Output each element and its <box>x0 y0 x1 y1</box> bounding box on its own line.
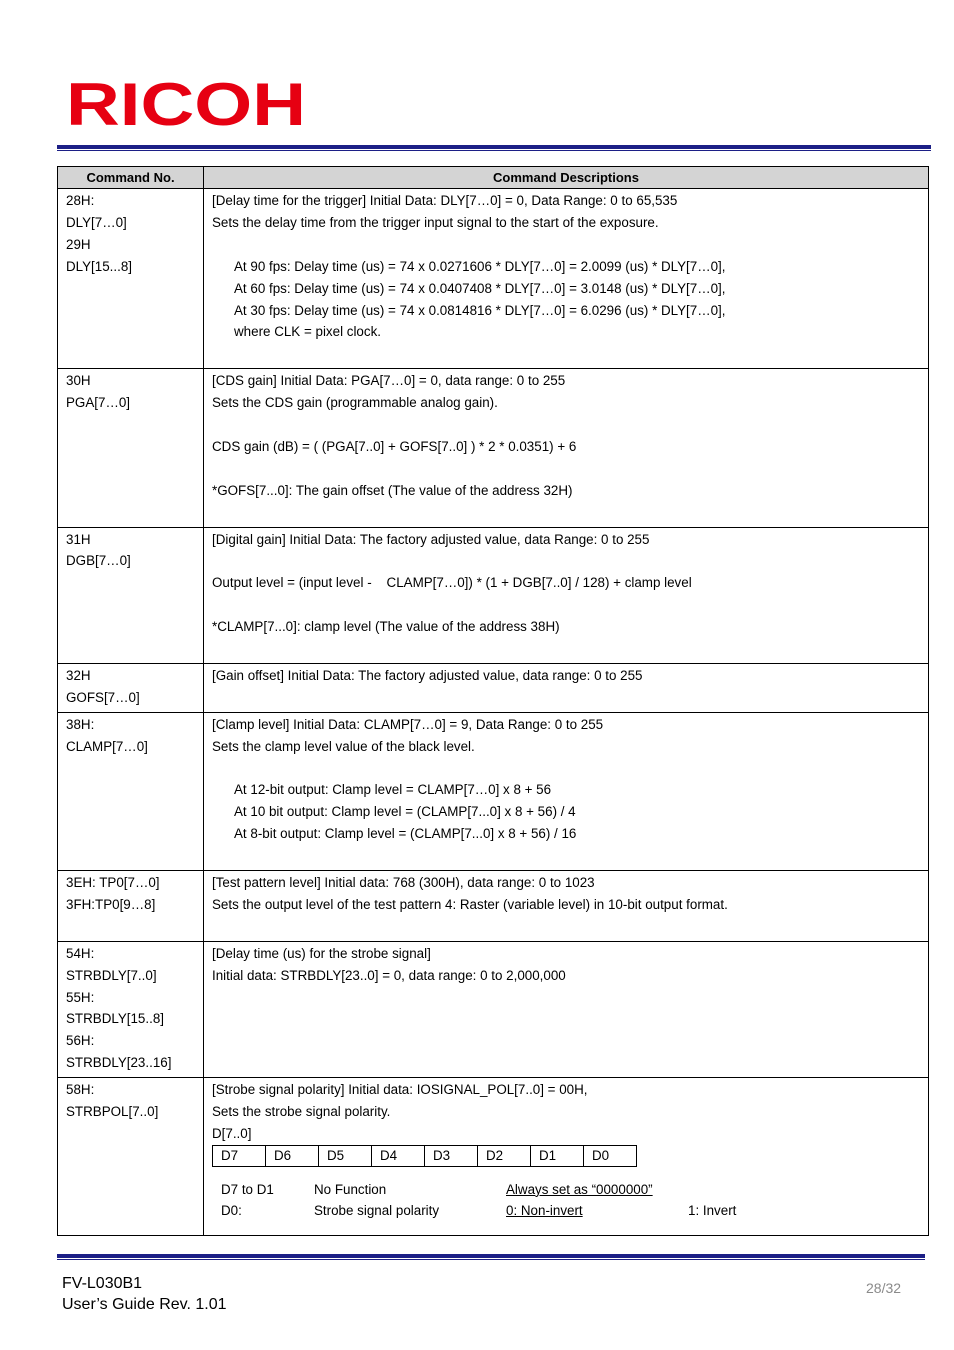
text-line: Sets the delay time from the trigger input signal to the start of the exposure. <box>212 214 659 230</box>
legend-bit: D0: <box>221 1203 242 1219</box>
text-line: 30H <box>66 373 91 389</box>
text-line: STRBDLY[23..16] <box>66 1055 172 1071</box>
text-line: *CLAMP[7...0]: clamp level (The value of the address 38H) <box>212 619 560 635</box>
legend-val1: 1: Invert <box>688 1203 737 1219</box>
command-no-cell <box>58 663 204 712</box>
command-no-cell <box>58 527 204 663</box>
ricoh-logo <box>66 78 308 128</box>
legend-func: Strobe signal polarity <box>314 1203 440 1219</box>
text-line: Sets the CDS gain (programmable analog gain). <box>212 395 498 411</box>
text-line: [CDS gain] Initial Data: PGA[7…0] = 0, data range: 0 to 255 <box>212 373 566 389</box>
bit-cell: D7 <box>213 1145 266 1166</box>
footer-doc-info <box>62 1273 227 1315</box>
page-number: 28/32 <box>866 1280 902 1296</box>
legend-val0: 0: Non-invert <box>506 1203 583 1219</box>
text-line: [Strobe signal polarity] Initial data: IOSIGNAL_POL[7..0] = 00H, <box>212 1082 588 1098</box>
text-line: At 8-bit output: Clamp level = (CLAMP[7...0] x 8 + 56) / 16 <box>234 826 577 842</box>
text-line: [Clamp level] Initial Data: CLAMP[7…0] = 9, Data Range: 0 to 255 <box>212 716 604 732</box>
text-line: 28H: <box>66 193 95 208</box>
text-line: CDS gain (dB) = ( (PGA[7..0] + GOFS[7..0] ) * 2 * 0.0351) + 6 <box>212 438 577 454</box>
text-line: 38H: <box>66 716 95 732</box>
table-row <box>58 369 929 527</box>
text-line <box>212 638 920 660</box>
bit-legend <box>221 1179 920 1222</box>
text-line: STRBDLY[15..8] <box>66 1011 164 1027</box>
text-line: 56H: <box>66 1033 95 1049</box>
text-line <box>212 502 920 524</box>
text-line: [Delay time for the trigger] Initial Data: DLY[7…0] = 0, Data Range: 0 to 65,535 <box>212 193 678 208</box>
text-line: STRBDLY[7..0] <box>66 967 157 983</box>
text-line: Initial data: STRBDLY[23..0] = 0, data range: 0 to 2,000,000 <box>212 967 566 983</box>
text-line: Sets the strobe signal polarity. <box>212 1104 391 1120</box>
table-row <box>58 663 929 712</box>
table-header-row <box>58 167 929 189</box>
bit-legend-row <box>221 1179 920 1201</box>
text-line <box>212 343 920 365</box>
text-line: 29H <box>66 236 91 252</box>
bit-cell: D0 <box>584 1145 637 1166</box>
legend-bit: D7 to D1 <box>221 1181 274 1197</box>
text-line: Sets the clamp level value of the black level. <box>212 738 475 754</box>
legend-val0: Always set as “0000000” <box>506 1181 653 1197</box>
header-command-no: Command No. <box>58 167 204 189</box>
command-no-cell <box>58 941 204 1077</box>
table-row <box>58 941 929 1077</box>
footer-rule <box>57 1254 925 1260</box>
command-table <box>57 166 929 1236</box>
text-line: where CLK = pixel clock. <box>234 324 381 340</box>
text-line: 54H: <box>66 945 95 961</box>
bit-cell: D3 <box>425 1145 478 1166</box>
command-description-cell <box>204 712 929 870</box>
text-line <box>212 594 920 616</box>
command-description-cell <box>204 189 929 369</box>
text-line: [Test pattern level] Initial data: 768 (300H), data range: 0 to 1023 <box>212 875 595 891</box>
command-description-cell <box>204 663 929 712</box>
command-description-cell <box>204 527 929 663</box>
bit-cell: D1 <box>531 1145 584 1166</box>
text-line: 55H: <box>66 989 95 1005</box>
text-line: At 60 fps: Delay time (us) = 74 x 0.0407408 * DLY[7…0] = 3.0148 (us) * DLY[7…0], <box>234 280 726 296</box>
text-line: GOFS[7…0] <box>66 689 140 705</box>
bit-cell: D6 <box>266 1145 319 1166</box>
legend-func: No Function <box>314 1181 387 1197</box>
text-line <box>212 845 920 867</box>
command-no-cell <box>58 871 204 942</box>
bit-cell: D4 <box>372 1145 425 1166</box>
text-line <box>212 458 920 480</box>
command-description-cell <box>204 369 929 527</box>
table-row <box>58 712 929 870</box>
text-line: *GOFS[7...0]: The gain offset (The value of the address 32H) <box>212 482 573 498</box>
command-no-cell <box>58 1078 204 1236</box>
text-line <box>212 916 920 938</box>
command-description-cell <box>204 871 929 942</box>
svg-text:RICOH: RICOH <box>66 78 306 128</box>
text-line: 58H: <box>66 1082 95 1098</box>
command-no-cell <box>58 369 204 527</box>
text-line: 32H <box>66 667 91 683</box>
table-row <box>58 189 929 369</box>
text-line: DLY[7…0] <box>66 214 127 230</box>
command-no-cell <box>58 189 204 369</box>
text-line: 3FH:TP0[9…8] <box>66 896 156 912</box>
table-row <box>58 1078 929 1236</box>
table-row <box>58 871 929 942</box>
text-line: At 12-bit output: Clamp level = CLAMP[7…0] x 8 + 56 <box>234 782 552 798</box>
text-line: DLY[15...8] <box>66 258 132 274</box>
text-line: At 90 fps: Delay time (us) = 74 x 0.0271606 * DLY[7…0] = 2.0099 (us) * DLY[7…0], <box>234 258 726 274</box>
text-line <box>212 234 920 256</box>
bit-cell: D5 <box>319 1145 372 1166</box>
command-description-cell <box>204 941 929 1077</box>
bit-legend-row <box>221 1200 920 1222</box>
footer-guide-rev: User’s Guide Rev. 1.01 <box>62 1296 227 1313</box>
text-line: DGB[7…0] <box>66 553 131 569</box>
text-line: CLAMP[7…0] <box>66 738 148 754</box>
text-line: D[7..0] <box>212 1125 252 1141</box>
text-line: At 10 bit output: Clamp level = (CLAMP[7...0] x 8 + 56) / 4 <box>234 804 576 820</box>
text-line <box>212 414 920 436</box>
header-command-descriptions: Command Descriptions <box>204 167 929 189</box>
bit-cell: D2 <box>478 1145 531 1166</box>
text-line: STRBPOL[7..0] <box>66 1104 159 1120</box>
text-line: At 30 fps: Delay time (us) = 74 x 0.0814816 * DLY[7…0] = 6.0296 (us) * DLY[7…0], <box>234 302 726 318</box>
text-line: PGA[7…0] <box>66 395 131 411</box>
text-line: 3EH: TP0[7…0] <box>66 875 160 891</box>
bit-field-table <box>212 1145 637 1167</box>
command-no-cell <box>58 712 204 870</box>
text-line <box>212 758 920 780</box>
command-description-cell <box>204 1078 929 1236</box>
header-rule <box>57 145 931 151</box>
footer-model: FV-L030B1 <box>62 1275 143 1292</box>
text-line: [Gain offset] Initial Data: The factory adjusted value, data range: 0 to 255 <box>212 667 643 683</box>
text-line <box>212 550 920 572</box>
text-line: Sets the output level of the test pattern 4: Raster (variable level) in 10-bit output format. <box>212 896 728 912</box>
text-line: [Digital gain] Initial Data: The factory adjusted value, data Range: 0 to 255 <box>212 531 650 547</box>
table-row <box>58 527 929 663</box>
text-line: 31H <box>66 531 91 547</box>
text-line: Output level = (input level - CLAMP[7…0]) * (1 + DGB[7..0] / 128) + clamp level <box>212 575 692 591</box>
text-line: [Delay time (us) for the strobe signal] <box>212 945 431 961</box>
